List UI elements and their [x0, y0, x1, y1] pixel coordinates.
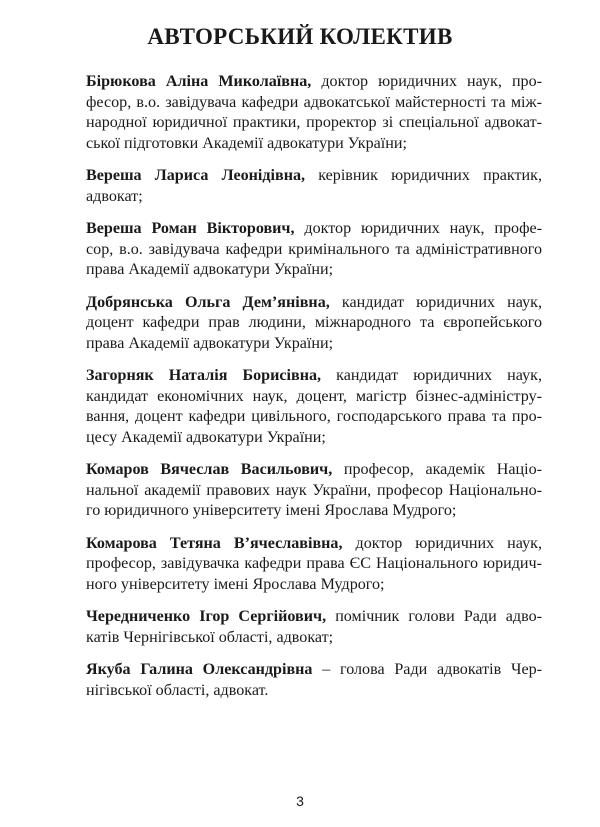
author-entry-line [86, 93, 542, 114]
author-description: нігівської області, адвокат. [86, 681, 269, 699]
author-entry [86, 293, 542, 355]
author-entry-line [86, 501, 542, 522]
author-description: народної юридичної практики, проректор зі спеціальної адвокат- [86, 114, 542, 131]
author-entry [86, 72, 542, 154]
author-entry-line [86, 575, 542, 596]
author-entry-line [86, 313, 542, 334]
author-entry [86, 366, 542, 448]
author-entry [86, 534, 542, 596]
page-title: АВТОРСЬКИЙ КОЛЕКТИВ [147, 24, 453, 49]
author-description: керівник юридичних практик, [305, 167, 543, 184]
author-description: кандидат юридичних наук, [321, 367, 543, 384]
authors-list [86, 72, 542, 713]
author-entry-line [86, 187, 542, 208]
author-name: Бірюкова Аліна Миколаївна, [86, 73, 312, 90]
author-description: фесор, в.о. завідувача кафедри адвокатської майстерності та між- [86, 93, 542, 111]
author-description: доктор юридичних наук, [342, 534, 542, 552]
author-entry [86, 660, 542, 701]
author-entry [86, 460, 542, 522]
author-entry-line [86, 166, 542, 187]
author-entry-line [86, 534, 542, 555]
author-entry [86, 607, 542, 648]
author-entry-line [86, 681, 542, 702]
author-name: Загорняк Наталія Борисівна, [86, 367, 322, 384]
author-entry-line [86, 387, 542, 408]
author-description: ської підготовки Академії адвокатури України; [86, 134, 407, 152]
author-description: нальної академії правових наук України, професор Національно- [86, 481, 542, 499]
author-entry-line [86, 660, 542, 681]
author-name: Комаров Вячеслав Васильович, [86, 461, 333, 478]
author-description: го юридичного університету імені Ярослава Мудрого; [86, 502, 457, 519]
author-entry-line [86, 293, 542, 314]
page-number: 3 [296, 793, 304, 809]
author-entry-line [86, 134, 542, 155]
author-description: адвокат; [86, 187, 143, 205]
author-entry-line [86, 460, 542, 481]
author-description: доцент кафедри прав людини, міжнародного та європейського [86, 314, 542, 331]
author-entry [86, 166, 542, 207]
author-entry-line [86, 334, 542, 355]
author-name: Вереша Роман Вікторович, [86, 220, 295, 237]
author-entry-line [86, 113, 542, 134]
author-description: права Академії адвокатури України; [86, 261, 334, 278]
author-description: сор, в.о. завідувача кафедри кримінального та адміністративного [86, 240, 542, 258]
author-description: кандидат економічних наук, доцент, магістр бізнес-адміністру- [86, 387, 542, 405]
author-entry-line [86, 72, 542, 93]
author-entry-line [86, 481, 542, 502]
author-description: кандидат юридичних наук, [329, 293, 543, 311]
author-entry-line [86, 628, 542, 649]
author-name: Якуба Галина Олександрівна [86, 661, 313, 678]
author-description: права Академії адвокатури України; [86, 334, 334, 352]
author-description: доктор юридичних наук, профе- [294, 220, 542, 237]
author-description: катів Чернігівської області, адвокат; [86, 628, 334, 646]
author-description: професор, академік Націо- [332, 461, 542, 478]
author-entry-line [86, 219, 542, 240]
author-name: Чередниченко Ігор Сергійович, [86, 608, 327, 625]
author-name: Комарова Тетяна В’ячеславівна, [86, 534, 343, 552]
author-name: Добрянська Ольга Дем’янівна, [86, 293, 330, 311]
author-description: ного університету імені Ярослава Мудрого; [86, 575, 385, 593]
author-description: – голова Ради адвокатів Чер- [312, 661, 542, 678]
author-description: професор, завідувачка кафедри права ЄС Національного юридич- [86, 555, 542, 572]
author-entry-line [86, 260, 542, 281]
author-entry-line [86, 428, 542, 449]
author-entry-line [86, 607, 542, 628]
author-name: Вереша Лариса Леонідівна, [86, 167, 306, 184]
author-entry-line [86, 554, 542, 575]
author-entry-line [86, 240, 542, 261]
author-description: доктор юридичних наук, про- [311, 73, 543, 90]
author-entry-line [86, 407, 542, 428]
author-description: вання, доцент кафедри цивільного, господарського права та про- [86, 408, 542, 425]
author-description: цесу Академії адвокатури України; [86, 428, 326, 446]
author-description: помічник голови Ради адво- [326, 608, 543, 625]
author-entry [86, 219, 542, 281]
author-entry-line [86, 366, 542, 387]
